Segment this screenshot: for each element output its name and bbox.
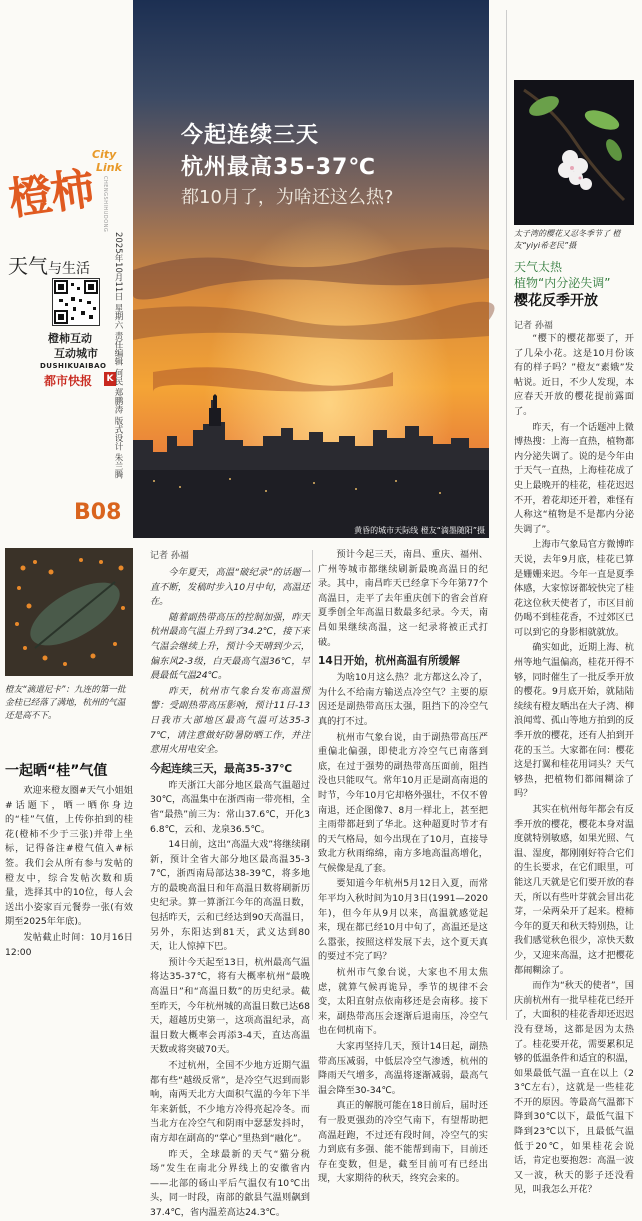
right-paragraph: 昨天，有一个话题冲上微博热搜：上海一直热，植物都内分泌失调了。说的是今年由于天气一直热，上海桂花成了史上最晚开的桂花，桂花迟迟不开，着花却还开着，难怪有人称这“植物是不是都内分泌失调了”。 [514, 421, 634, 535]
left-story-paragraph: 欢迎来橙友圈#天气小姐姐#话题下，晒一晒你身边的“桂”气值，上传你拍到的桂花(橙柿不少于三张)并带上坐标，记得备注#橙气值入#标签。我们会从所有参与发帖的橙友中，综合发帖次数和质量，选择其中的10位，每人会送出小姿家百元餐券一张(有效期至2025年年底)。 [5, 785, 133, 928]
body-paragraph: 大家再坚持几天，预计14日起，副热带高压减弱，中低层冷空气渗透，杭州的降雨天气增多，高温将逐渐减弱，最高气温会降至30-34℃。 [318, 1041, 488, 1096]
lead-paragraph: 今年夏天，高温“破纪录”的话题一直不断，发稿时步入10月中旬，高温还在。 [150, 567, 310, 608]
right-paragraph: “樱下的樱花都要了，开了几朵小花。这是10月份该有的样子吗？”橙友“素娥”发帖说。近日，不少人发现，本应春天开放的樱花提前露面了。 [514, 333, 634, 417]
right-paragraph: 确实如此，近期上海、杭州等地气温偏高，桂花开得不够，同时催生了一批反季开放的樱花。9月底开始，就陆陆续续有橙友晒出在大子湾、柳浪闻莺、孤山等地方拍到的反季开放的樱花，还有人拍到开花的玉兰。大家都在问：樱花这是打翼和桂花用词头？天气够热，把植物们都闹糊涂了吗？ [514, 642, 634, 800]
section-title-mid: 与 [48, 261, 62, 277]
right-kicker: 天气太热 [514, 260, 563, 274]
column-divider [312, 550, 313, 1020]
logo-city-text: City [92, 148, 117, 161]
subhead-2: 14日开始，杭州高温有所缓解 [318, 655, 460, 668]
body-paragraph: 真正的解脱可能在18日前后，届时还有一股更强劲的冷空气南下，有望帮助把高温赶跑，不过还有段时间，冷空气的实力到底有多强、能不能帮到南下，目前还存在变数，但是，截至目前可有已经出现，大家期待的秋天，终究会来的。 [318, 1100, 488, 1185]
left-story-title: 一起晒“桂”气值 [5, 763, 108, 779]
right-byline: 记者 孙福 [514, 321, 553, 331]
main-byline: 记者 孙福 [150, 551, 189, 561]
hero-title-line1: 今起连续三天 [181, 123, 320, 148]
body-paragraph: 预计今起三天，南昌、重庆、福州、广州等城市都继续刷新最晚高温日的纪录。其中，南昌昨天已经拿下今年第77个高温日，走平了去年重庆创下的省会首府夏季创全年高温日数最多纪录。今天，南昌如果继续高温，这一纪录将被正式打破。 [318, 549, 488, 648]
cherry-blossom-photo [514, 80, 634, 225]
section-title-main: 天气 [8, 254, 48, 278]
lead-paragraph: 随着副热带高压的控制加强，昨天杭州最高气温上升到了34.2℃，接下来气温会继续上升，预计今天晴到少云，偏东风2-3级，白天最高气温36℃，早晨最低气温24℃。 [150, 611, 310, 682]
masthead-logo [6, 148, 126, 258]
left-story-deadline: 发帖截止时间：10月16日 12:00 [5, 931, 133, 958]
main-article-col2 [318, 548, 488, 1185]
paper-logo-icon: K [104, 372, 116, 386]
main-article-col1 [150, 566, 310, 1218]
body-paragraph: 预计今天起至13日，杭州最高气温将达35-37℃，将有大概率杭州“最晚高温日”和“高温日数”的历史纪录。截至昨天，今年杭州城的高温日数已达68天，超越历史第一，这项高温纪录，高温日数大概率会再添3-4天，直达高温天数或将突破70天。 [150, 956, 310, 1056]
qr-code-image[interactable] [52, 278, 100, 326]
right-kicker-sub: 植物“内分泌失调” [514, 276, 611, 290]
app-name: 橙柿互动 [48, 332, 92, 345]
dateline: 2025年10月11日 星期六 责任编辑 何民 郑鹏涛 版式设计 朱兰腾 [113, 232, 123, 479]
lead-paragraph: 昨天，杭州市气象台发布高温预警：受副热带高压影响，预计11日-13日我市大部地区最高气温可达35-37℃，请注意做好防暑防晒工作，并注意用火用电安全。 [150, 685, 310, 756]
paper-pinyin: DUSHIKUAIBAO [40, 362, 107, 370]
right-paragraph: 上海市气象局官方微博昨天说，去年9月底，桂花已算是姗姗来迟。今年一直是夏季体感，大家惊讶都较快完了桂花这位秋天使者了，市区目前仍喝不到桂花香，不过郊区已可以到它的身影相就就放。 [514, 539, 634, 638]
logo-main-text: 橙柿 [5, 163, 96, 226]
column-divider [506, 10, 507, 1020]
page-number: B08 [74, 500, 122, 525]
left-story-body [5, 784, 133, 961]
body-paragraph: 要知道今年杭州5月12日入夏，而常年平均入秋时间为10月3日(1991—2020年)，但今年从9月以来，高温就感觉起来，现在都已经10月中旬了，高温还是这么嚣张，按照这样发展下去，这个夏天真的要过不完了吗？ [318, 878, 488, 963]
body-paragraph: 昨天，全球最新的天气“猫分税场”发生在南北分界线上的安徽省内——北部的砀山平后气温仅有10℃出头，同一时段，南部的歙县气温则飙到37.4℃，省内温差高达24.3℃。 [150, 1148, 310, 1218]
body-paragraph: 14日前，这出“高温大戏”将继续刷新，预计全省大部分地区最高温35-37℃，浙西南局部达38-39℃，将多地方的最晚高温日和年高温日数将刷新历史纪录。算一算浙江今年的高温日数，包括昨天，云和已经达到90天高温日，另外，东阳达到81天，武义达到80天，让人惊掉下巴。 [150, 839, 310, 953]
masthead [0, 0, 132, 545]
right-paragraph: 其实在杭州每年都会有反季开放的樱花，樱花本身对温度就特别敏感，如果光照、气温、湿度，都刚刚好符合它们的生长要求，在它们眼里，可能这几天就是它们要开放的春天，所以有些叶芽就会冒出花芽，一朵两朵开了起来。橙柿今年的夏天和秋天特别热，让我们感觉秋色很少，凉快天数少，又迎来高温，这才把樱花都闹糊涂了。 [514, 804, 634, 976]
section-title-tail: 生活 [62, 261, 90, 277]
body-paragraph: 昨天浙江大部分地区最高气温超过30℃，高温集中在浙西南一带亮相，全省“最热”前三为：常山37.6℃，开化36.8℃，云和、龙泉36.5℃。 [150, 779, 310, 835]
logo-pinyin: CHENGSHIHUDONG [102, 176, 108, 233]
cherry-photo-caption: 太子湾的樱花又忍冬季节了 橙友“yiyi希老民”摄 [514, 229, 621, 250]
hero-title-line2: 杭州最高35-37℃ [181, 155, 377, 180]
osmanthus-photo-caption: 橙友“滴道尼卡”：九连的第一批金桂已经落了满地，杭州的气温还是高不下。 [5, 685, 126, 721]
subhead-1: 今起连续三天，最高35-37℃ [150, 762, 293, 775]
paper-name: 都市快报 [44, 374, 93, 388]
hero-title-line3: 都10月了，为啥还这么热? [181, 187, 394, 208]
osmanthus-photo [5, 548, 133, 676]
hero-photo-caption: 黄昏的城市天际线 橙友“滴墨随阳”摄 [354, 526, 485, 535]
hero-photo [133, 0, 489, 538]
app-slogan: 互动城市 [54, 347, 98, 360]
body-paragraph: 为啥10月这么热？北方都这么冷了，为什么不给南方输送点冷空气？主要的原因还是副热带高压太强，阻挡下的冷空气真的打不过。 [318, 672, 488, 727]
right-paragraph: 而作为“秋天的使者”，国庆前杭州有一批早桂花已经开了，大面积的桂花香却还迟迟没有登场，这都是因为太热了。桂花要开花，需要累积足够的低温条件和适宜的积温，如果最低气温一直在以上（23℃左右），这就是一些桂花不开的原因。等最高气温都下降到30℃以下，最低气温下降到23℃以下，且最低气温低于20℃，如果桂花会说话，肯定也要抱怨：高温一波又一波，秋天的影子还没看见，叫我怎么开花？ [514, 980, 634, 1196]
section-title [8, 250, 90, 279]
body-paragraph: 杭州市气象台说，由于副热带高压严重偏北偏强，即使北方冷空气已南落到底，在过于强势的副热带高压面前，阻挡没也只能叹气。常年10月正是副高南退的时节，今年10月它却格外强壮，不仅不曾南退，还企图像7、8月一样北上，甚至把主雨带都赶到了华北。这种超夏时节才有的天气格局，如今出现在了10月，直接导致北方秋雨绵绵，南方多地高温高增化，气候像是乱了套。 [318, 731, 488, 874]
body-paragraph: 不过杭州，全国不少地方近期气温都有些“越级反常”，是冷空气迟到而影响，南两天北方大面积气温的今年下半年来新低，不少地方冷得亮起冷冬。而当北方在冷空气和阴雨中瑟瑟发抖时，南方却在副高的“掌心”里热到“融化”。 [150, 1060, 310, 1144]
right-headline: 樱花反季开放 [514, 293, 598, 309]
logo-link-text: Link [96, 161, 122, 174]
right-article-body [514, 332, 634, 1196]
body-paragraph: 杭州市气象台说，大家也不用太焦虑，就算气候再诡异，季节的规律不会变，太阳直射点依南移还是会南移。接下来，副热带高压会逐渐后退南压，冷空气也在伺机南下。 [318, 967, 488, 1037]
